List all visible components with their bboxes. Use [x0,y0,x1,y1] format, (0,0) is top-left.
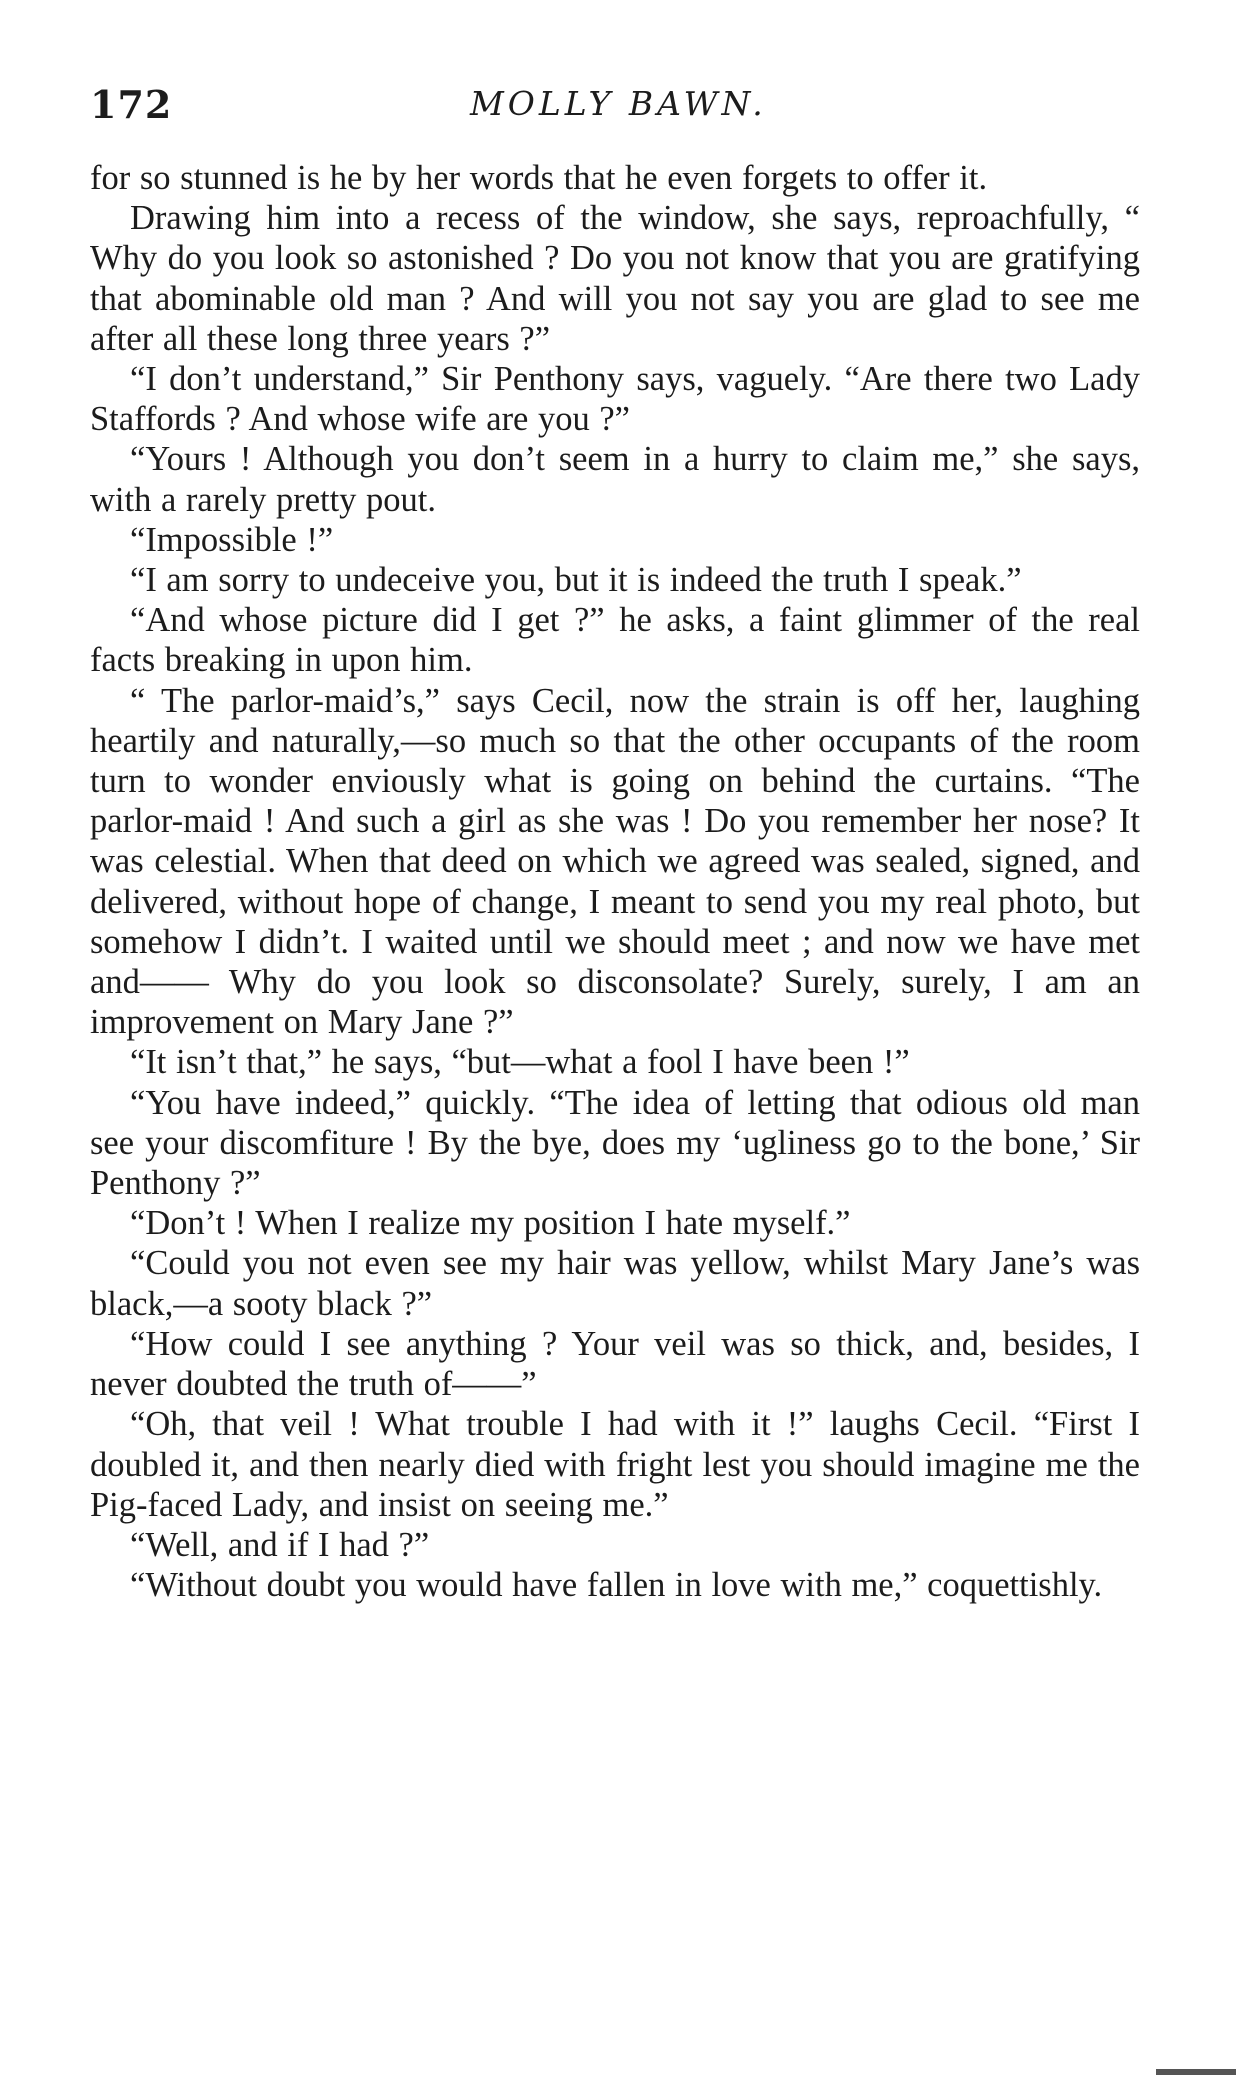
paragraph: “Oh, that veil ! What trouble I had with it !” laughs Cecil. “First I doubled it, and then nearly died with fright lest you should imagine me the Pig-faced Lady, and insist on seeing me.” [90,1405,1140,1524]
book-page [90,70,1140,2030]
page-edge-mark [1156,2069,1236,2075]
paragraph: “Could you not even see my hair was yellow, whilst Mary Jane’s was black,—a sooty black ?” [90,1244,1140,1323]
paragraph: “I don’t understand,” Sir Penthony says, vaguely. “Are there two Lady Staffords ? And whose wife are you ?” [90,360,1140,439]
paragraph: “It isn’t that,” he says, “but—what a fool I have been !” [130,1043,910,1082]
paragraph: “Yours ! Although you don’t seem in a hurry to claim me,” she says, with a rarely pretty pout. [90,440,1140,519]
paragraph: “You have indeed,” quickly. “The idea of letting that odious old man see your discomfiture ! By the bye, does my ‘ugliness go to the bone,’ Sir Penthony ?” [90,1083,1140,1203]
paragraph: “Don’t ! When I realize my position I hate myself.” [130,1204,851,1243]
paragraph: “ The parlor-maid’s,” says Cecil, now the strain is off her, laughing heartily and naturally,—so much so that the other occupants of the room turn to wonder enviously what is going on behind the curtains. “The parlor-maid ! And such a girl as she was ! Do you remember her nose? It was celestial. When that deed on which we agreed was sealed, signed, and delivered, without hope of change, I meant to send you my real photo, but somehow I didn’t. I waited until we should meet ; and now we have met and—— Why do you look so disconsolate? Surely, surely, I am an improvement on Mary Jane ?” [90,681,1140,1042]
running-title: MOLLY BAWN. [470,84,767,123]
page-header [90,70,1140,130]
paragraph: “Impossible !” [130,520,334,559]
page-number: 172 [90,82,173,127]
body-text [90,158,1140,1605]
paragraph: “And whose picture did I get ?” he asks, a faint glimmer of the real facts breaking in upon him. [90,601,1140,680]
paragraph: Drawing him into a recess of the window, she says, reproachfully, “ Why do you look so astonished ? Do you not know that you are gratifying that abominable old man ? And will you not say you are glad to see me after all these long three years ?” [90,199,1140,358]
paragraph: “I am sorry to undeceive you, but it is indeed the truth I speak.” [130,561,1022,600]
paragraph: “Without doubt you would have fallen in love with me,” coquettishly. [130,1566,1103,1605]
paragraph: “Well, and if I had ?” [130,1525,430,1564]
paragraph: for so stunned is he by her words that he even forgets to offer it. [90,159,988,197]
paragraph: “How could I see anything ? Your veil was so thick, and, besides, I never doubted the truth of——” [90,1324,1140,1404]
